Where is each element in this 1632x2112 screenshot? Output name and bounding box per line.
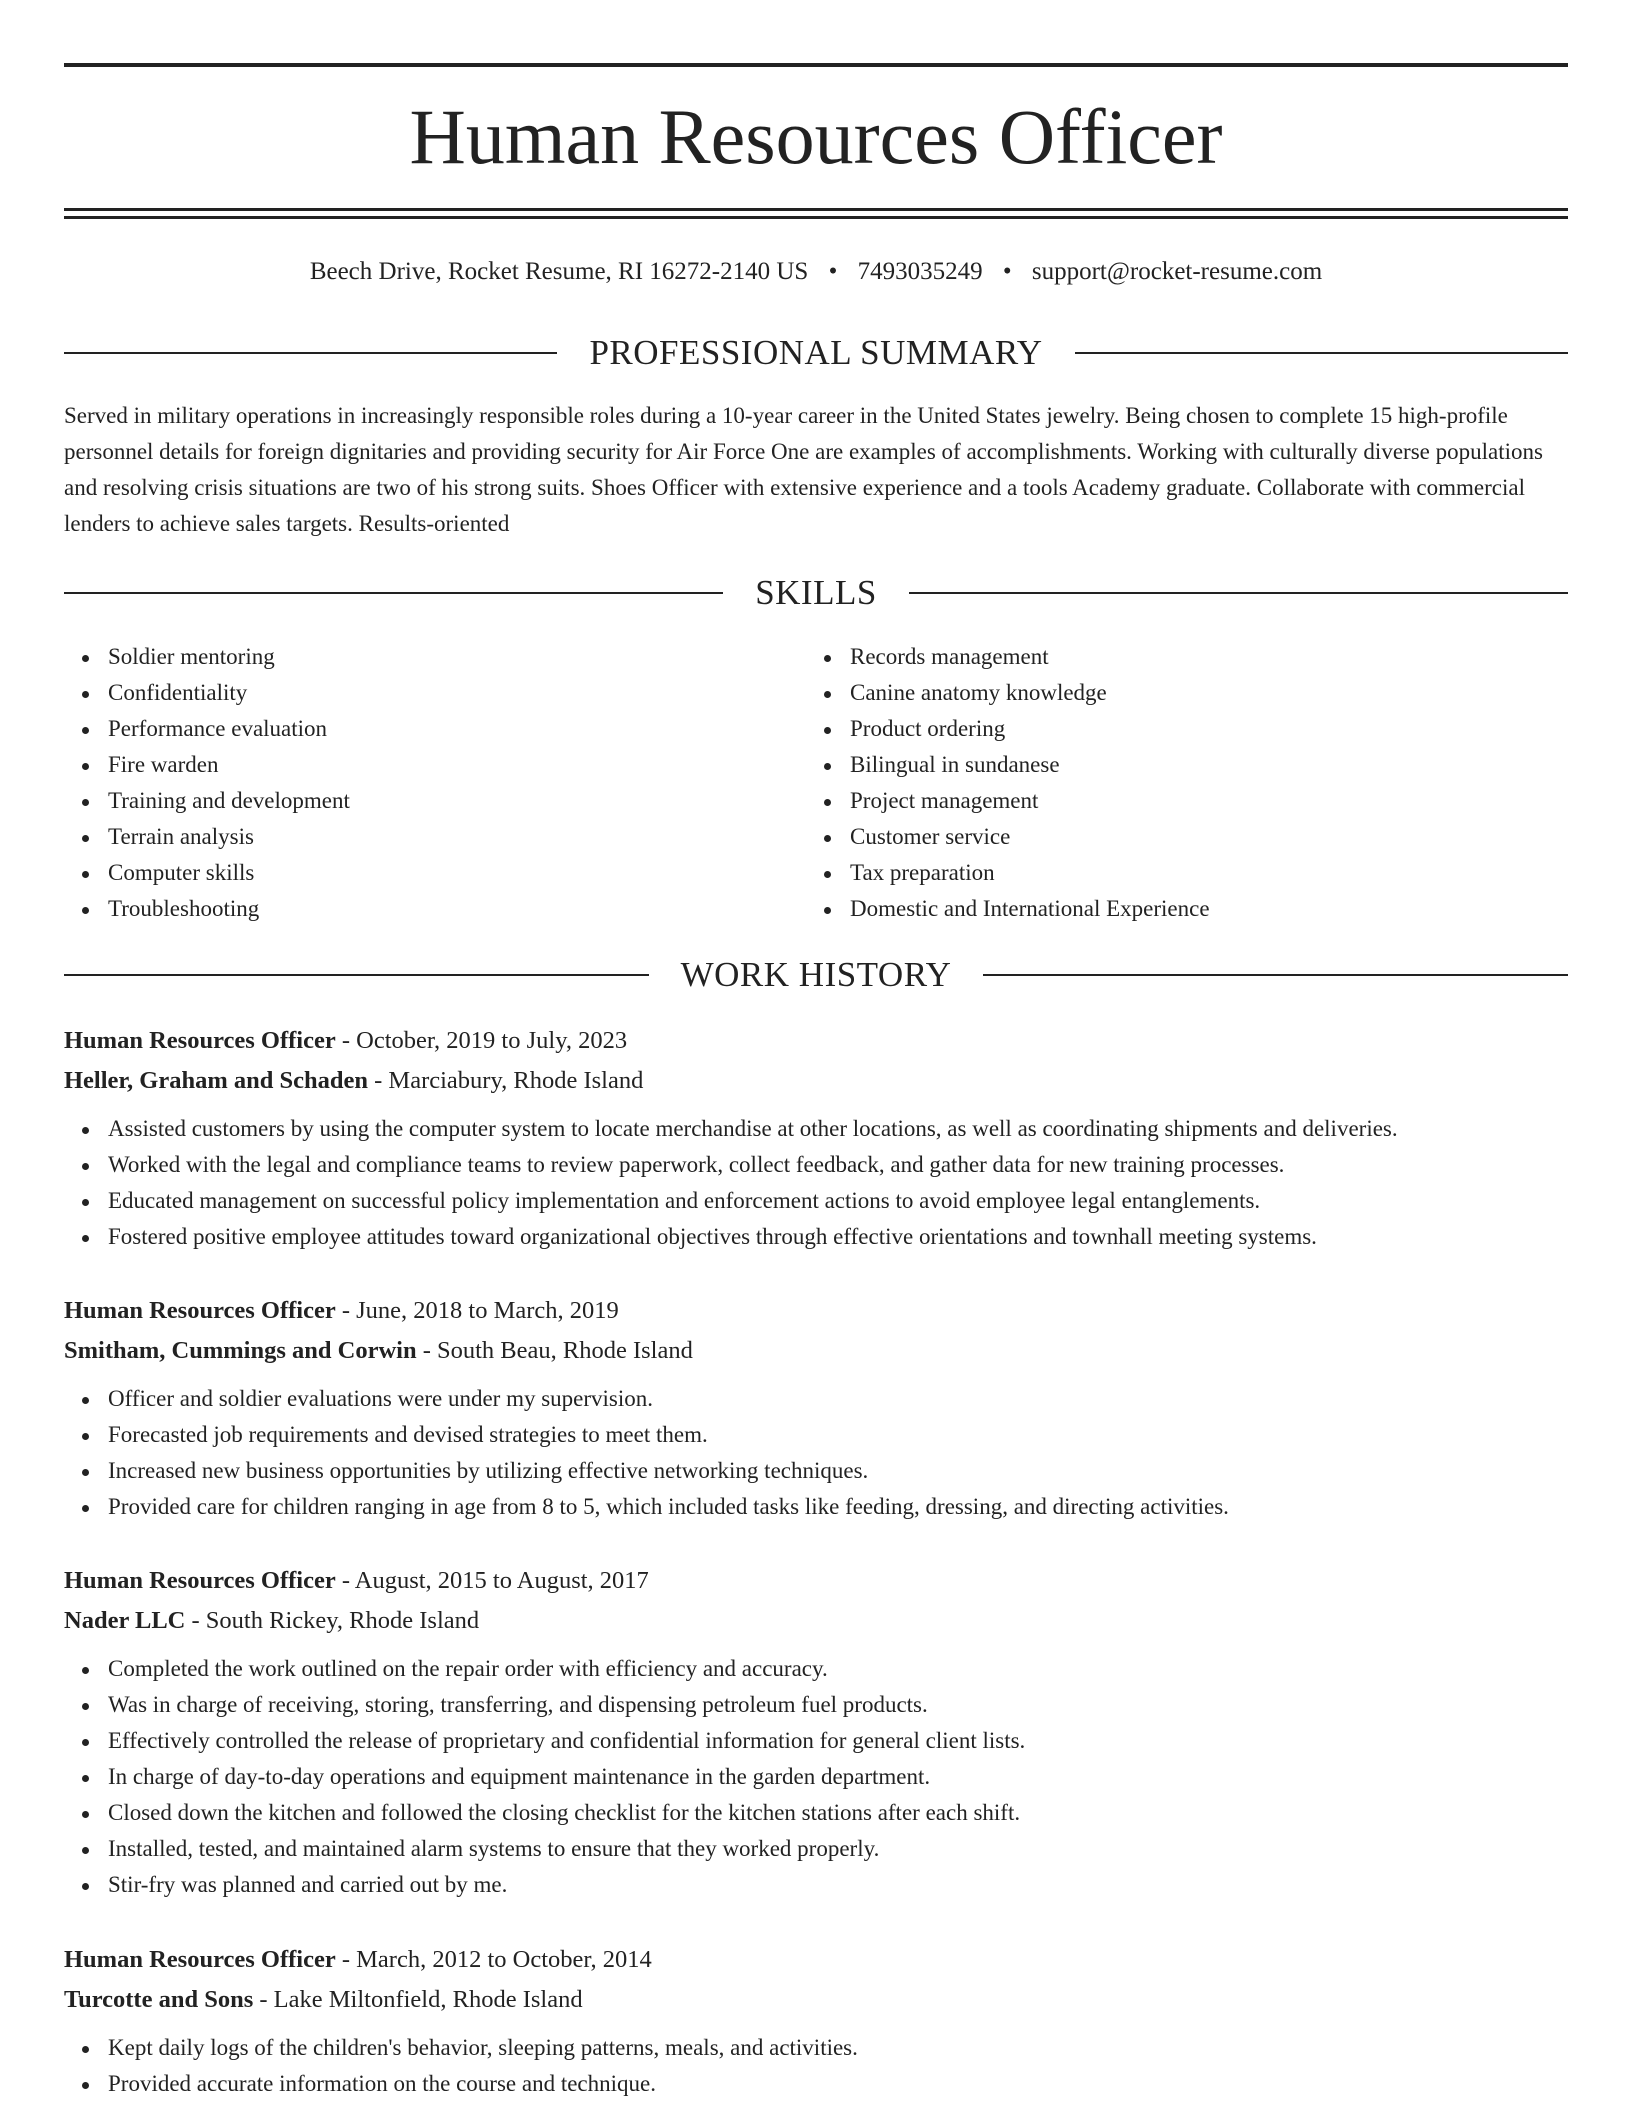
job-bullet: Kept daily logs of the children's behavior, sleeping patterns, meals, and activities. <box>108 2030 1568 2066</box>
job-company-line <box>64 1980 1568 2020</box>
job-company: Heller, Graham and Schaden <box>64 1067 369 1094</box>
job-bullet: Provided care for children ranging in age from 8 to 5, which included tasks like feeding, dressing, and directing activities. <box>108 1489 1568 1525</box>
job-company: Smitham, Cummings and Corwin <box>64 1337 417 1364</box>
job-bullet: Closed down the kitchen and followed the closing checklist for the kitchen stations after each shift. <box>108 1795 1568 1831</box>
job-location: - South Rickey, Rhode Island <box>185 1607 480 1634</box>
skill-item: Canine anatomy knowledge <box>850 675 1568 711</box>
job-dates: - October, 2019 to July, 2023 <box>335 1027 628 1054</box>
job-bullet: Installed, tested, and maintained alarm systems to ensure that they worked properly. <box>108 1831 1568 1867</box>
skill-item: Domestic and International Experience <box>850 891 1568 927</box>
job-location: - South Beau, Rhode Island <box>416 1337 693 1364</box>
job-title: Human Resources Officer <box>64 1297 336 1324</box>
job-bullet: Stir-fry was planned and carried out by me. <box>108 1867 1568 1903</box>
skills-right-column <box>64 639 1568 927</box>
skill-item: Records management <box>850 639 1568 675</box>
job-bullet: Worked with the legal and compliance teams to review paperwork, collect feedback, and gather data for new training processes. <box>108 1147 1568 1183</box>
job-company: Nader LLC <box>64 1607 186 1634</box>
summary-heading <box>64 331 1568 375</box>
job-bullets <box>64 1651 1568 1903</box>
job-title-line <box>64 1940 1568 1980</box>
skill-item: Customer service <box>850 819 1568 855</box>
summary-heading-label: PROFESSIONAL SUMMARY <box>589 333 1043 372</box>
summary-text: Served in military operations in increasingly responsible roles during a 10-year career in the United States jewelry. Being chosen to complete 15 high-profile personnel details for foreign dignitaries and providing security for Air Force One are examples of accomplishments. Working with culturally diverse populations and resolving crisis situations are two of his strong suits. Shoes Officer with extensive experience and a tools Academy graduate. Collaborate with commercial lenders to achieve sales targets. Results-oriented <box>64 403 1543 536</box>
skill-item: Bilingual in sundanese <box>850 747 1568 783</box>
skills-heading <box>64 571 1568 615</box>
job-dates: - June, 2018 to March, 2019 <box>335 1297 619 1324</box>
skill-item: Fire warden <box>108 747 762 783</box>
skill-item: Product ordering <box>850 711 1568 747</box>
heading-rule <box>909 592 1568 594</box>
page-title: Human Resources Officer <box>409 93 1223 180</box>
job-bullet: Assisted customers by using the computer system to locate merchandise at other locations, as well as coordinating shipments and deliveries. <box>108 1111 1568 1147</box>
job-location: - Marciabury, Rhode Island <box>368 1067 644 1094</box>
job-bullets <box>64 1381 1568 1525</box>
job-bullet: Was in charge of receiving, storing, transferring, and dispensing petroleum fuel products. <box>108 1687 1568 1723</box>
contact-line <box>64 255 1568 289</box>
job-bullet: Forecasted job requirements and devised strategies to meet them. <box>108 1417 1568 1453</box>
skills-heading-label: SKILLS <box>755 573 877 612</box>
heading-rule <box>1075 352 1568 354</box>
job-title: Human Resources Officer <box>64 1027 336 1054</box>
job-bullet: Effectively controlled the release of proprietary and confidential information for general client lists. <box>108 1723 1568 1759</box>
skill-item: Troubleshooting <box>108 891 762 927</box>
job-title-line <box>64 1561 1568 1601</box>
job-company-line <box>64 1331 1568 1371</box>
title-rule-lower <box>64 216 1568 219</box>
skill-item: Computer skills <box>108 855 762 891</box>
contact-separator: • <box>1002 258 1012 285</box>
job-bullet: In charge of day-to-day operations and equipment maintenance in the garden department. <box>108 1759 1568 1795</box>
job-bullet: Officer and soldier evaluations were under my supervision. <box>108 1381 1568 1417</box>
job-company-line <box>64 1601 1568 1641</box>
job-bullet: Completed the work outlined on the repair order with efficiency and accuracy. <box>108 1651 1568 1687</box>
job-entry <box>64 1940 1568 2102</box>
job-dates: - March, 2012 to October, 2014 <box>335 1946 652 1973</box>
skills-list <box>64 639 1568 927</box>
contact-separator: • <box>828 258 838 285</box>
work-heading <box>64 953 1568 997</box>
job-title: Human Resources Officer <box>64 1946 336 1973</box>
top-rule <box>64 63 1568 67</box>
job-bullet: Provided accurate information on the course and technique. <box>108 2066 1568 2102</box>
title-rule-upper <box>64 208 1568 211</box>
contact-phone: 7493035249 <box>857 258 983 285</box>
skill-item: Performance evaluation <box>108 711 762 747</box>
heading-rule <box>64 592 723 594</box>
job-title-line <box>64 1291 1568 1331</box>
skill-item: Soldier mentoring <box>108 639 762 675</box>
heading-rule <box>983 974 1568 976</box>
contact-address: Beech Drive, Rocket Resume, RI 16272-2140 US <box>309 258 809 285</box>
heading-rule <box>64 974 649 976</box>
skill-item: Project management <box>850 783 1568 819</box>
heading-rule <box>64 352 557 354</box>
job-dates: - August, 2015 to August, 2017 <box>335 1567 649 1594</box>
job-bullet: Educated management on successful policy implementation and enforcement actions to avoid employee legal entanglements. <box>108 1183 1568 1219</box>
job-entry <box>64 1561 1568 1903</box>
job-location: - Lake Miltonfield, Rhode Island <box>253 1986 583 2013</box>
job-company: Turcotte and Sons <box>64 1986 254 2013</box>
job-bullet: Fostered positive employee attitudes toward organizational objectives through effective orientations and townhall meeting systems. <box>108 1219 1568 1255</box>
job-bullets <box>64 2030 1568 2102</box>
skill-item: Training and development <box>108 783 762 819</box>
skill-item: Terrain analysis <box>108 819 762 855</box>
job-bullet: Increased new business opportunities by utilizing effective networking techniques. <box>108 1453 1568 1489</box>
skill-item: Confidentiality <box>108 675 762 711</box>
skill-item: Tax preparation <box>850 855 1568 891</box>
work-heading-label: WORK HISTORY <box>680 955 952 994</box>
job-bullets <box>64 1111 1568 1255</box>
contact-email: support@rocket-resume.com <box>1031 258 1323 285</box>
job-entry <box>64 1021 1568 1255</box>
job-title-line <box>64 1021 1568 1061</box>
job-entry <box>64 1291 1568 1525</box>
job-company-line <box>64 1061 1568 1101</box>
job-title: Human Resources Officer <box>64 1567 336 1594</box>
